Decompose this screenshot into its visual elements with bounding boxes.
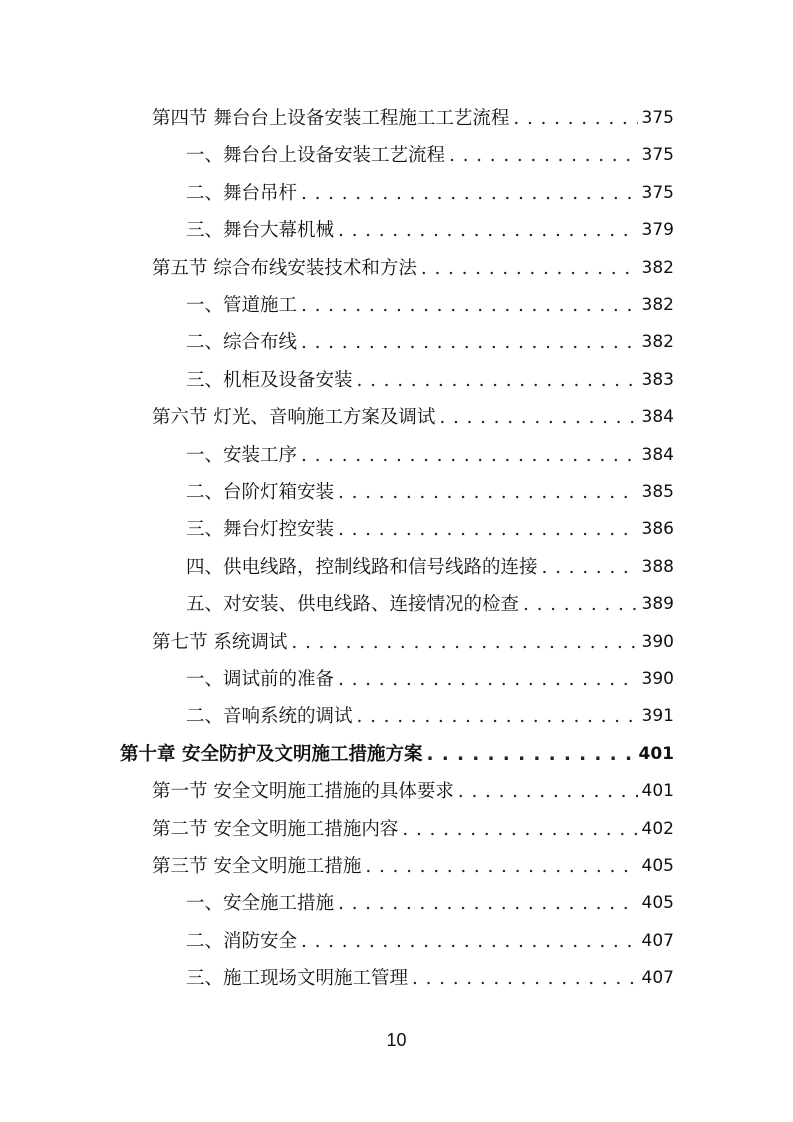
toc-entry-title: 一、安装工序 [186,444,298,466]
toc-entry-page: 375 [641,108,674,128]
toc-subsection-entry[interactable] [186,960,674,997]
toc-subsection-entry[interactable] [186,586,674,623]
toc-entry-page: 401 [638,743,674,764]
toc-subsection-entry[interactable] [186,212,674,249]
toc-entry-page: 384 [641,407,674,428]
toc-entry-page: 382 [641,295,674,315]
toc-subsection-entry[interactable] [186,137,674,174]
toc-leader-dots [297,287,638,324]
toc-entry-title: 二、音响系统的调试 [186,706,353,728]
toc-subsection-entry[interactable] [186,698,674,735]
toc-entry-page: 401 [641,781,674,802]
toc-entry-title: 二、消防安全 [186,930,298,952]
toc-leader-dots [538,549,638,586]
toc-entry-page: 405 [641,893,674,914]
toc-subsection-entry[interactable] [186,549,674,586]
toc-leader-dots [398,811,638,848]
toc-entry-page: 375 [641,182,674,203]
toc-entry-page: 391 [641,706,674,727]
toc-entry-page: 385 [641,482,674,502]
toc-entry-title: 三、舞台大幕机械 [186,220,335,242]
toc-entry-page: 382 [641,257,674,278]
toc-section-entry[interactable] [152,811,674,848]
toc-entry-title: 一、调试前的准备 [186,669,335,690]
toc-entry-title: 第十章 安全防护及文明施工措施方案 [120,743,423,765]
toc-leader-dots [297,324,638,361]
toc-entry-page: 390 [641,669,674,689]
toc-entry-page: 384 [641,444,674,465]
toc-entry-title: 三、舞台灯控安装 [186,519,335,541]
toc-leader-dots [445,137,638,174]
toc-entry-page: 405 [641,856,674,876]
toc-leader-dots [422,736,638,773]
toc-subsection-entry[interactable] [186,362,674,399]
toc-leader-dots [435,399,638,436]
toc-leader-dots [361,848,638,885]
toc-leader-dots [334,474,638,511]
toc-entry-page: 379 [641,220,674,241]
toc-entry-page: 375 [641,145,674,166]
toc-entry-title: 四、供电线路，控制线路和信号线路的连接 [186,556,538,578]
toc-entry-title: 第五节 综合布线安装技术和方法 [152,257,417,279]
toc-entry-title: 第一节 安全文明施工措施的具体要求 [152,781,454,803]
toc-entry-page: 402 [641,818,674,839]
toc-leader-dots [334,661,638,698]
toc-leader-dots [297,175,638,212]
toc-entry-title: 第七节 系统调试 [152,631,288,653]
toc-entry-title: 二、台阶灯箱安装 [186,482,335,503]
toc-entry-page: 390 [641,631,674,652]
toc-section-entry[interactable] [152,773,674,810]
toc-entry-page: 386 [641,519,674,540]
toc-leader-dots [408,960,638,997]
toc-subsection-entry[interactable] [186,437,674,474]
toc-entry-title: 二、舞台吊杆 [186,182,298,204]
toc-subsection-entry[interactable] [186,885,674,922]
toc-entry-title: 三、机柜及设备安装 [186,369,353,391]
toc-leader-dots [287,624,638,661]
toc-leader-dots [454,773,638,810]
toc-entry-title: 一、安全施工措施 [186,893,335,915]
toc-section-entry[interactable] [152,100,674,137]
toc-subsection-entry[interactable] [186,287,674,324]
toc-leader-dots [334,511,638,548]
toc-entry-title: 五、对安装、供电线路、连接情况的检查 [186,594,520,616]
toc-leader-dots [334,212,638,249]
toc-entry-page: 389 [641,594,674,615]
toc-entry-title: 第四节 舞台台上设备安装工程施工工艺流程 [152,108,510,129]
toc-entry-title: 第六节 灯光、音响施工方案及调试 [152,407,436,429]
toc-leader-dots [297,437,638,474]
toc-leader-dots [334,885,638,922]
toc-subsection-entry[interactable] [186,661,674,698]
toc-leader-dots [353,362,638,399]
toc-entry-page: 407 [641,968,674,989]
toc-section-entry[interactable] [152,399,674,436]
toc-subsection-entry[interactable] [186,474,674,511]
toc-entry-page: 388 [641,556,674,577]
toc-section-entry[interactable] [152,250,674,287]
toc-subsection-entry[interactable] [186,923,674,960]
toc-leader-dots [519,586,638,623]
toc-leader-dots [417,250,638,287]
toc-entry-title: 第二节 安全文明施工措施内容 [152,818,399,840]
toc-entry-title: 三、施工现场文明施工管理 [186,968,409,990]
toc-section-entry[interactable] [152,624,674,661]
toc-leader-dots [297,923,638,960]
toc-entry-title: 一、管道施工 [186,295,298,316]
toc-leader-dots [509,100,638,137]
toc-leader-dots [353,698,638,735]
page-number: 10 [386,1030,407,1050]
toc-chapter-entry[interactable] [120,736,674,773]
toc-entry-title: 二、综合布线 [186,332,298,354]
toc-subsection-entry[interactable] [186,175,674,212]
toc-entry-page: 407 [641,930,674,951]
toc-entry-title: 一、舞台台上设备安装工艺流程 [186,145,446,167]
toc-subsection-entry[interactable] [186,511,674,548]
toc-entry-page: 382 [641,332,674,353]
toc-section-entry[interactable] [152,848,674,885]
toc-subsection-entry[interactable] [186,324,674,361]
toc-entry-page: 383 [641,369,674,390]
toc-entry-title: 第三节 安全文明施工措施 [152,856,362,877]
